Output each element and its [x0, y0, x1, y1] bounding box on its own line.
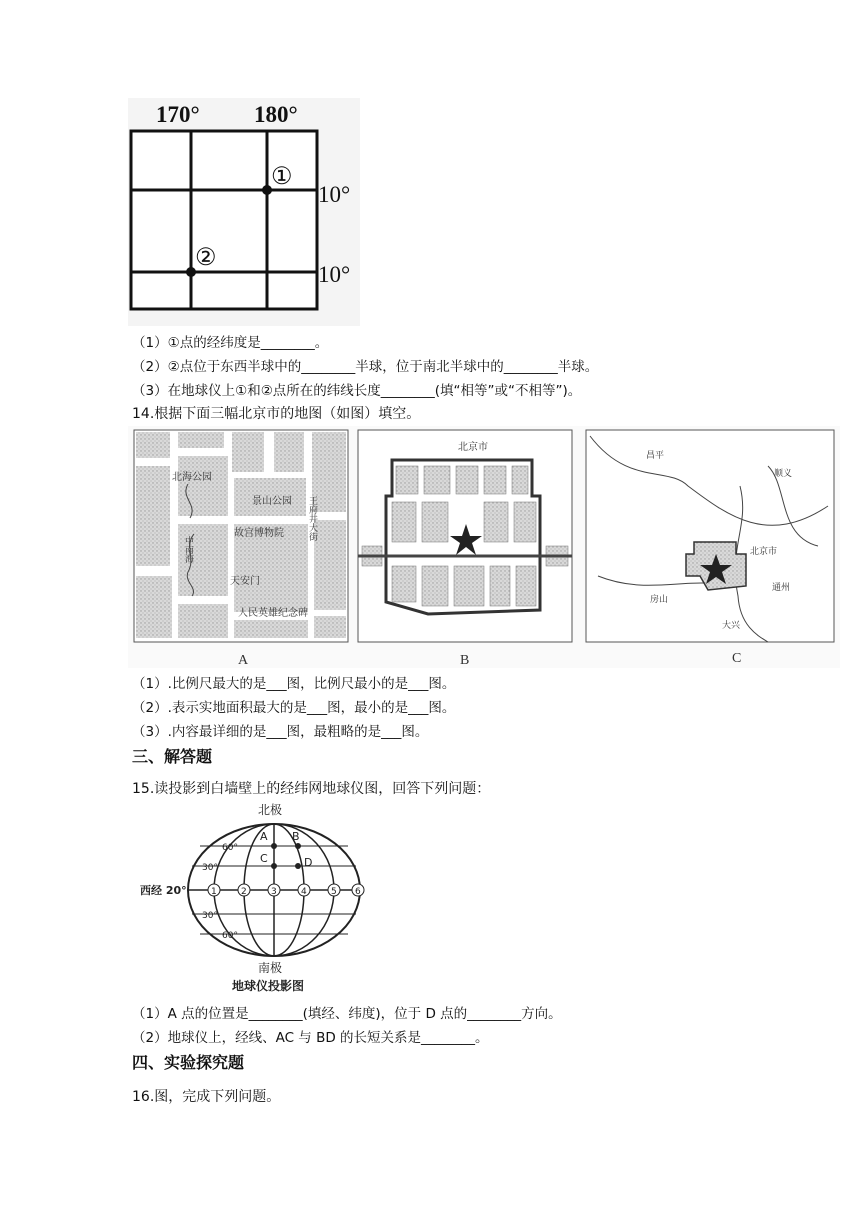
q15-stem: 15.读投影到白墙壁上的经纬网地球仪图，回答下列问题：: [132, 781, 491, 797]
latitude-label-upper: 10°: [318, 182, 351, 207]
map-a-label-beihai: 北海公园: [172, 472, 212, 483]
map-b-caption: B: [460, 653, 470, 668]
latitude-label-lower: 10°: [318, 262, 351, 287]
map-a-caption: A: [238, 653, 249, 668]
q13-sub2: （2）②点位于东西半球中的________半球，位于南北半球中的________半球。: [132, 359, 599, 375]
svg-text:5: 5: [331, 887, 337, 897]
map-a-label-tiananmen: 天安门: [230, 576, 260, 587]
map-b-title: 北京市: [458, 442, 488, 453]
svg-text:4: 4: [301, 887, 307, 897]
west-longitude-label: 西经 20°: [140, 884, 187, 897]
globe-projection-figure: [140, 800, 380, 996]
map-c-label-tongzhou: 通州: [772, 583, 791, 593]
map-c-label-beijing: 北京市: [750, 547, 778, 557]
section-3-heading: 三、解答题: [132, 747, 213, 766]
lat-label-30n: 30°: [202, 863, 218, 873]
lat-label-60n: 60°: [222, 843, 238, 853]
svg-text:1: 1: [211, 887, 217, 897]
q15-sub2: （2）地球仪上，经线、AC 与 BD 的长短关系是________。: [132, 1030, 489, 1046]
point-1-label: ①: [271, 164, 293, 190]
beijing-maps-figure: [128, 426, 840, 668]
map-c-label-shunyi: 顺义: [774, 469, 793, 479]
map-b: [358, 430, 572, 668]
point-d-label: D: [304, 856, 313, 869]
point-b-label: B: [292, 830, 300, 843]
map-a-label-wangfujing: 王府井大街: [307, 496, 317, 541]
map-c: [586, 430, 834, 666]
q14-stem: 14.根据下面三幅北京市的地图（如图）填空。: [132, 406, 421, 422]
longitude-label-180: 180°: [254, 102, 298, 127]
point-a-label: A: [260, 830, 268, 843]
globe-caption: 地球仪投影图: [232, 979, 305, 993]
q16-stem: 16.图，完成下列问题。: [132, 1089, 281, 1105]
q13-sub3: （3）在地球仪上①和②点所在的纬线长度________(填“相等”或“不相等”)。: [132, 383, 582, 399]
map-a: [134, 430, 348, 668]
north-pole-label: 北极: [258, 803, 283, 817]
svg-text:2: 2: [241, 887, 247, 897]
lat-label-30s: 30°: [202, 911, 218, 921]
q15-sub1: （1）A 点的位置是________(填经、纬度)，位于 D 点的________方向。: [132, 1006, 562, 1022]
map-c-caption: C: [732, 651, 742, 666]
q14-sub1: （1）.比例尺最大的是___图，比例尺最小的是___图。: [132, 676, 456, 692]
longitude-label-170: 170°: [156, 102, 200, 127]
q14-sub2: （2）.表示实地面积最大的是___图，最小的是___图。: [132, 700, 456, 716]
lat-long-grid-figure: [128, 98, 360, 326]
map-c-label-fangshan: 房山: [650, 595, 669, 605]
map-a-label-zhongnanhai: 中南海: [183, 536, 193, 563]
map-a-label-palace-museum: 故宫博物院: [234, 528, 284, 539]
map-a-label-monument: 人民英雄纪念碑: [238, 608, 308, 619]
svg-text:3: 3: [271, 887, 277, 897]
q14-sub3: （3）.内容最详细的是___图，最粗略的是___图。: [132, 724, 429, 740]
map-c-label-changping: 昌平: [646, 451, 665, 461]
q13-sub1: （1）①点的经纬度是________。: [132, 335, 329, 351]
point-c-label: C: [260, 852, 268, 865]
map-a-label-jingshan: 景山公园: [252, 496, 292, 507]
south-pole-label: 南极: [258, 961, 283, 975]
lat-label-60s: 60°: [222, 931, 238, 941]
map-c-label-daxing: 大兴: [722, 621, 741, 631]
point-2-label: ②: [195, 245, 217, 271]
section-4-heading: 四、实验探究题: [132, 1053, 245, 1072]
svg-text:6: 6: [355, 887, 361, 897]
